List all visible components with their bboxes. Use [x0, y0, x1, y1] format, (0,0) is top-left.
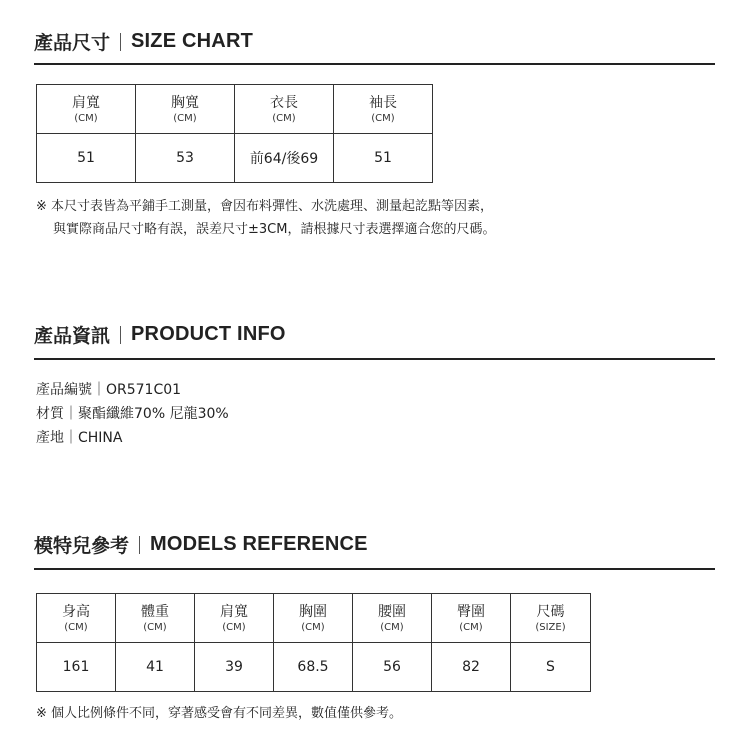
models-reference-note: ※ 個人比例條件不同，穿著感受會有不同差異，數值僅供參考。: [36, 706, 403, 721]
origin-line: 產地｜CHINA: [36, 430, 123, 446]
models-header-cell: 臀圍 (CM): [432, 594, 511, 643]
models-reference-title-zh: 模特兒參考: [34, 535, 130, 557]
product-info-heading: [34, 321, 286, 348]
size-chart-table: [36, 84, 433, 183]
models-header-cell: 肩寬 (CM): [195, 594, 274, 643]
heading-divider: [120, 33, 121, 51]
product-info-list: [36, 378, 229, 450]
size-chart-note: [36, 195, 495, 241]
models-header-cell: 尺碼 (SIZE): [511, 594, 591, 643]
product-info-rule: [34, 358, 715, 360]
size-chart-header-cell: 衣長 (CM): [235, 85, 334, 134]
models-value-cell: S: [511, 643, 591, 692]
size-chart-note-line2: 與實際商品尺寸略有誤，誤差尺寸±3CM，請根據尺寸表選擇適合您的尺碼。: [53, 222, 496, 237]
product-info-title-zh: 產品資訊: [34, 325, 111, 347]
size-chart-title-en: SIZE CHART: [131, 30, 254, 52]
size-chart-header-cell: 袖長 (CM): [334, 85, 433, 134]
heading-divider: [139, 536, 140, 554]
size-chart-rule: [34, 63, 715, 65]
size-chart-value-cell: 51: [334, 134, 433, 183]
models-value-cell: 161: [37, 643, 116, 692]
models-reference-title-en: MODELS REFERENCE: [150, 533, 368, 555]
size-chart-value-cell: 51: [37, 134, 136, 183]
models-value-cell: 82: [432, 643, 511, 692]
models-header-cell: 身高 (CM): [37, 594, 116, 643]
size-chart-header-row: [37, 85, 433, 134]
models-value-cell: 41: [116, 643, 195, 692]
heading-divider: [120, 326, 121, 344]
models-header-cell: 腰圍 (CM): [353, 594, 432, 643]
models-value-cell: 39: [195, 643, 274, 692]
product-code-line: 產品編號｜OR571C01: [36, 382, 182, 398]
size-chart-title-zh: 產品尺寸: [34, 32, 111, 54]
size-chart-header-cell: 胸寬 (CM): [136, 85, 235, 134]
size-chart-heading: [34, 28, 253, 55]
size-chart-note-line1: ※ 本尺寸表皆為平鋪手工測量，會因布料彈性、水洗處理、測量起訖點等因素，: [36, 199, 494, 214]
models-value-row: [37, 643, 591, 692]
models-reference-heading: [34, 531, 368, 558]
models-value-cell: 68.5: [274, 643, 353, 692]
product-info-title-en: PRODUCT INFO: [131, 323, 286, 345]
models-reference-rule: [34, 568, 715, 570]
material-line: 材質｜聚酯纖維70% 尼龍30%: [36, 406, 229, 422]
size-chart-value-cell: 前64/後69: [235, 134, 334, 183]
models-header-row: [37, 594, 591, 643]
size-chart-header-cell: 肩寬 (CM): [37, 85, 136, 134]
models-value-cell: 56: [353, 643, 432, 692]
models-header-cell: 胸圍 (CM): [274, 594, 353, 643]
size-chart-value-cell: 53: [136, 134, 235, 183]
models-reference-table: [36, 593, 591, 692]
size-chart-value-row: [37, 134, 433, 183]
models-header-cell: 體重 (CM): [116, 594, 195, 643]
